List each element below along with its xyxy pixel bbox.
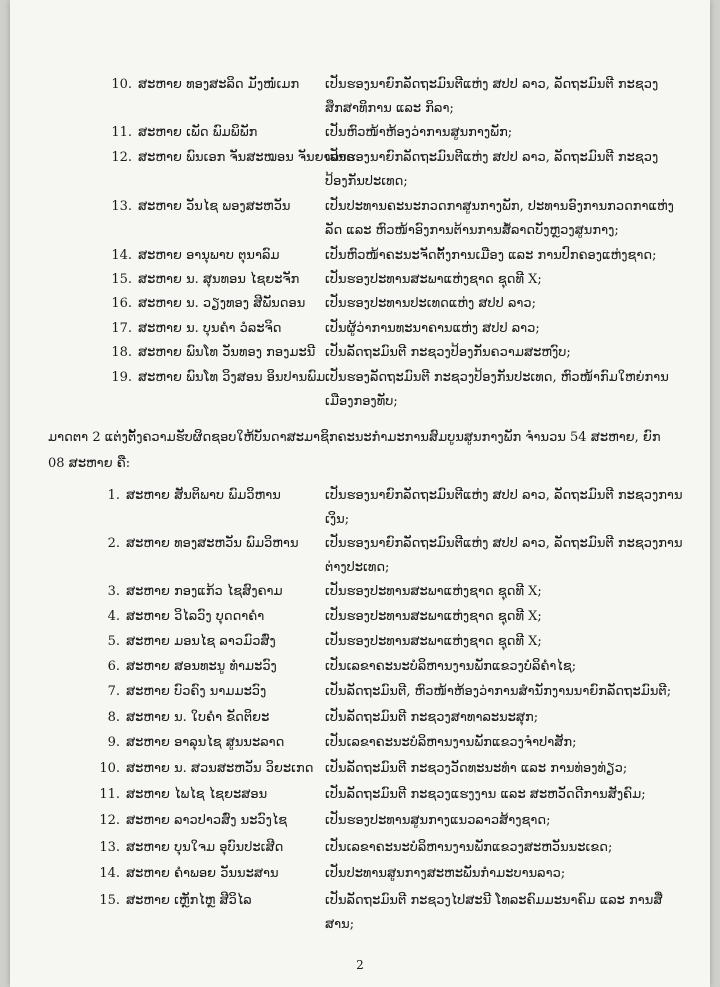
person-name: ສະຫາຍ ນ. ວຽງທອງ ສີພັນດອນ <box>138 296 306 311</box>
person-name: ສະຫາຍ ນ. ສວນສະຫວັນ ວິຍະເກດ <box>126 761 314 776</box>
person-name: ສະຫາຍ ບົວຄົງ ນາມມະວົງ <box>126 684 267 699</box>
item-number: 2. <box>107 536 120 551</box>
position-text: ເປັນລັດຖະມົນຕີ ກະຊວງປ້ອງກັນຄວາມສະຫງົບ; <box>325 345 571 360</box>
position-text: ເປັນຮອງນາຍົກລັດຖະມົນຕີແຫ່ງ ສປປ ລາວ, ລັດຖະມົນຕີ ກະຊວງການເງິນ; <box>325 488 683 527</box>
item-number: 7. <box>107 684 120 699</box>
person-name: ສະຫາຍ ສອນທະນູ ທຳມະວົງ <box>126 659 277 674</box>
item-number: 8. <box>107 710 120 725</box>
person-name: ສະຫາຍ ອາລຸນໄຊ ສູນນະລາດ <box>126 735 285 750</box>
item-number: 13. <box>99 840 120 855</box>
item-number: 6. <box>107 659 120 674</box>
person-name: ສະຫາຍ ນ. ບຸນຄຳ ວໍລະຈິດ <box>138 321 282 336</box>
position-text: ເປັນເລຂາຄະນະບໍລິຫານງານພັກແຂວງສະຫວັນນະເຂດ; <box>325 840 613 855</box>
item-number: 15. <box>99 893 120 908</box>
position-text: ເປັນລັດຖະມົນຕີ, ຫົວໜ້າຫ້ອງວ່າການສຳນັກງານນາຍົກລັດຖະມົນຕີ; <box>325 684 672 699</box>
person-name: ສະຫາຍ ຄຳພອຍ ວັນນະສານ <box>126 866 279 881</box>
position-text: ເປັນຮອງປະທານປະເທດແຫ່ງ ສປປ ລາວ; <box>325 296 536 311</box>
person-name: ສະຫາຍ ໄພໄຊ ໄຊຍະສອນ <box>126 787 268 802</box>
position-text: ເປັນລັດຖະມົນຕີ ກະຊວງສາທາລະນະສຸກ; <box>325 710 539 725</box>
article-2-paragraph: ມາດຕາ 2 ແຕ່ງຕັ້ງຄວາມຮັບຜິດຊອບໃຫ້ບັນດາສະມາຊິກຄະນະກຳມະການສົມບູນສູນກາງພັກ ຈຳນວນ 54 ສະຫາຍ, ຍົກ 08 ສະຫາຍ ຄື: <box>48 430 661 471</box>
person-name: ສະຫາຍ ພົນໂທ ວັນທອງ ກອງມະນີ <box>138 345 316 360</box>
position-text: ເປັນຮອງປະທານສູນກາງແນວລາວສ້າງຊາດ; <box>325 813 551 828</box>
position-text: ເປັນຫົວໜ້າຫ້ອງວ່າການສູນກາງພັກ; <box>325 125 513 140</box>
item-number: 12. <box>99 813 120 828</box>
person-name: ສະຫາຍ ເຫຼັກໄຫຼ ສີວິໄລ <box>126 893 252 908</box>
position-text: ເປັນປະທານສູນກາງສະຫະພັນກຳມະບານລາວ; <box>325 866 566 881</box>
person-name: ສະຫາຍ ບຸນໃຈມ ອຸບົນປະເສີດ <box>126 840 284 855</box>
person-name: ສະຫາຍ ນ. ໃບຄຳ ຂັດຕິຍະ <box>126 710 270 725</box>
position-text: ເປັນຮອງນາຍົກລັດຖະມົນຕີແຫ່ງ ສປປ ລາວ, ລັດຖະມົນຕີ ກະຊວງສຶກສາທິການ ແລະ ກິລາ; <box>325 77 659 116</box>
person-name: ສະຫາຍ ທອງສະຫວັນ ພົມວິຫານ <box>126 536 299 551</box>
item-number: 1. <box>107 488 120 503</box>
person-name: ສະຫາຍ ອານຸພາບ ຕຸນາລົມ <box>138 248 280 263</box>
item-number: 14. <box>99 866 120 881</box>
position-text: ເປັນຮອງລັດຖະມົນຕີ ກະຊວງປ້ອງກັນປະເທດ, ຫົວໜ້າກົມໃຫຍ່ການເມືອງກອງທັບ; <box>325 370 669 409</box>
position-text: ເປັນຮອງປະທານສະພາແຫ່ງຊາດ ຊຸດທີ X; <box>325 272 542 287</box>
item-number: 17. <box>111 321 132 336</box>
item-number: 9. <box>107 735 120 750</box>
document-page <box>10 0 710 987</box>
person-name: ສະຫາຍ ທອງສະລິດ ມັງໜໍ່ເມກ <box>138 77 300 92</box>
person-name: ສະຫາຍ ວິໄລວົງ ບຸດດາຄຳ <box>126 609 265 624</box>
item-number: 12. <box>111 150 132 165</box>
position-text: ເປັນລັດຖະມົນຕີ ກະຊວງວັດທະນະທຳ ແລະ ການທ່ອງທ່ຽວ; <box>325 761 628 776</box>
item-number: 10. <box>111 77 132 92</box>
position-text: ເປັນເລຂາຄະນະບໍລິຫານງານພັກແຂວງບໍລິຄຳໄຊ; <box>325 659 577 674</box>
person-name: ສະຫາຍ ສັນຕິພາບ ພົມວິຫານ <box>126 488 281 503</box>
item-number: 14. <box>111 248 132 263</box>
position-text: ເປັນຮອງປະທານສະພາແຫ່ງຊາດ ຊຸດທີ X; <box>325 584 542 599</box>
item-number: 19. <box>111 370 132 385</box>
item-number: 15. <box>111 272 132 287</box>
position-text: ເປັນຮອງນາຍົກລັດຖະມົນຕີແຫ່ງ ສປປ ລາວ, ລັດຖະມົນຕີ ກະຊວງການຕ່າງປະເທດ; <box>325 536 683 575</box>
item-number: 11. <box>111 125 132 140</box>
item-number: 13. <box>111 199 132 214</box>
person-name: ສະຫາຍ ນ. ສຸນທອນ ໄຊຍະຈັກ <box>138 272 300 287</box>
position-text: ເປັນລັດຖະມົນຕີ ກະຊວງໄປສະນີ ໂທລະຄົມມະນາຄົມ ແລະ ການສື່ສານ; <box>325 893 663 932</box>
item-number: 18. <box>111 345 132 360</box>
position-text: ເປັນລັດຖະມົນຕີ ກະຊວງແຮງງານ ແລະ ສະຫວັດດີການສັງຄົມ; <box>325 787 646 802</box>
item-number: 11. <box>99 787 120 802</box>
position-text: ເປັນຜູ້ວ່າການທະນາຄານແຫ່ງ ສປປ ລາວ; <box>325 321 540 336</box>
person-name: ສະຫາຍ ພົນໂທ ວິງສອນ ອິນປານພົມ <box>138 370 326 385</box>
page-number: 2 <box>356 958 364 972</box>
item-number: 16. <box>111 296 132 311</box>
position-text: ເປັນຮອງປະທານສະພາແຫ່ງຊາດ ຊຸດທີ X; <box>325 634 542 649</box>
person-name: ສະຫາຍ ມອນໄຊ ລາວມົວສົ່ງ <box>126 634 276 649</box>
person-name: ສະຫາຍ ລາວປາວສົ່ງ ນະວົງໄຊ <box>126 813 288 828</box>
person-name: ສະຫາຍ ພົນເອກ ຈັນສະໝອນ ຈັນຍາລາດ <box>138 150 355 165</box>
item-number: 5. <box>107 634 120 649</box>
position-text: ເປັນຮອງປະທານສະພາແຫ່ງຊາດ ຊຸດທີ X; <box>325 609 542 624</box>
person-name: ສະຫາຍ ວັນໄຊ ພອງສະຫວັນ <box>138 199 291 214</box>
person-name: ສະຫາຍ ເພັດ ພົມພິພັກ <box>138 125 258 140</box>
item-number: 10. <box>99 761 120 776</box>
item-number: 3. <box>107 584 120 599</box>
position-text: ເປັນຮອງນາຍົກລັດຖະມົນຕີແຫ່ງ ສປປ ລາວ, ລັດຖະມົນຕີ ກະຊວງປ້ອງກັນປະເທດ; <box>325 150 659 189</box>
item-number: 4. <box>107 609 120 624</box>
position-text: ເປັນປະທານຄະນະກວດກາສູນກາງພັກ, ປະທານອົງການກວດກາແຫ່ງລັດ ແລະ ຫົວໜ້າອົງການຕ້ານການສໍ້ລາດບັງຫຼວງສູນກາງ; <box>325 199 674 238</box>
position-text: ເປັນຫົວໜ້າຄະນະຈັດຕັ້ງການເມືອງ ແລະ ການປົກຄອງແຫ່ງຊາດ; <box>325 248 657 263</box>
person-name: ສະຫາຍ ກອງແກ້ວ ໄຊສົງຄາມ <box>126 584 283 599</box>
position-text: ເປັນເລຂາຄະນະບໍລິຫານງານພັກແຂວງຈຳປາສັກ; <box>325 735 577 750</box>
